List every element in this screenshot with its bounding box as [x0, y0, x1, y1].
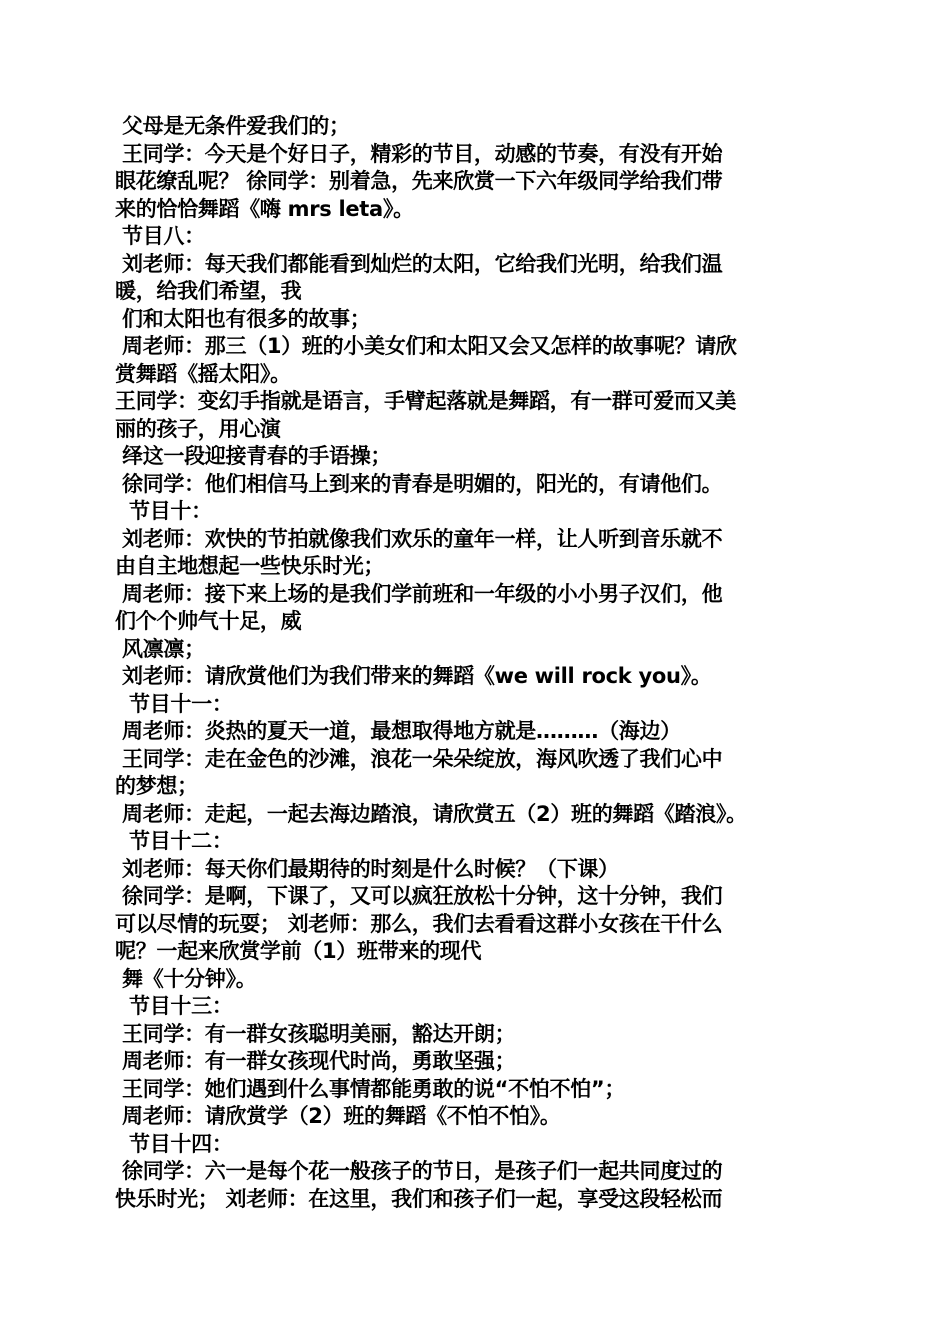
text-line: 暖，给我们希望，我 [115, 279, 302, 303]
script-text [115, 113, 850, 1213]
text-line: 父母是无条件爱我们的； [115, 114, 350, 138]
text-line: 舞《十分钟》。 [115, 966, 257, 991]
text-line: 徐同学：六一是每个花一般孩子的节日，是孩子们一起共同度过的 [115, 1159, 723, 1183]
text-line: 节目十二： [115, 829, 233, 853]
text-line: 徐同学：是啊，下课了，又可以疯狂放松十分钟，这十分钟，我们 [115, 884, 723, 908]
text-line: 周老师：炎热的夏天一道，最想取得地方就是………（海边） [115, 719, 681, 743]
text-line: 快乐时光； 刘老师：在这里，我们和孩子们一起，享受这段轻松而 [115, 1186, 723, 1211]
text-line: 王同学：变幻手指就是语言，手臂起落就是舞蹈，有一群可爱而又美 [115, 389, 736, 413]
text-line: 风凛凛； [115, 636, 205, 661]
text-line: 的梦想； [115, 774, 198, 798]
text-line: 呢？一起来欣赏学前（1）班带来的现代 [115, 939, 482, 963]
text-line: 节目十一： [115, 691, 233, 716]
text-line: 由自主地想起一些快乐时光； [115, 554, 385, 578]
text-line: 们和太阳也有很多的故事； [115, 306, 371, 331]
text-line: 绎这一段迎接青春的手语操； [115, 444, 392, 468]
text-line: 可以尽情的玩耍； 刘老师：那么，我们去看看这群小女孩在干什么 [115, 911, 723, 936]
text-line: 节目十： [115, 499, 212, 523]
text-line: 刘老师：每天你们最期待的时刻是什么时候？（下课） [115, 856, 619, 881]
text-line: 来的恰恰舞蹈《嗨 mrs leta》。 [115, 196, 414, 221]
text-line: 周老师：接下来上场的是我们学前班和一年级的小小男子汉们，他 [115, 581, 723, 606]
text-line: 王同学：有一群女孩聪明美丽，豁达开朗； [115, 1021, 516, 1046]
text-line: 王同学：她们遇到什么事情都能勇敢的说“不怕不怕”； [115, 1076, 626, 1101]
text-line: 们个个帅气十足，威 [115, 609, 302, 633]
text-line: 王同学：走在金色的沙滩，浪花一朵朵绽放，海风吹透了我们心中 [115, 746, 723, 771]
text-line: 节目十三： [115, 994, 233, 1018]
text-line: 徐同学：他们相信马上到来的青春是明媚的，阳光的，有请他们。 [115, 471, 723, 496]
text-line: 丽的孩子，用心演 [115, 416, 281, 441]
text-line: 周老师：有一群女孩现代时尚，勇敢坚强； [115, 1049, 516, 1073]
text-line: 赏舞蹈《摇太阳》。 [115, 361, 291, 386]
text-line: 刘老师：请欣赏他们为我们带来的舞蹈《we will rock you》。 [115, 664, 712, 688]
text-line: 周老师：那三（1）班的小美女们和太阳又会又怎样的故事呢？请欣 [115, 334, 737, 358]
text-line: 王同学：今天是个好日子，精彩的节目，动感的节奏，有没有开始 [115, 141, 723, 166]
text-line: 节目十四： [115, 1131, 233, 1156]
text-line: 周老师：请欣赏学（2）班的舞蹈《不怕不怕》。 [115, 1104, 561, 1128]
text-line: 周老师：走起，一起去海边踏浪，请欣赏五（2）班的舞蹈《踏浪》。 [115, 801, 747, 826]
text-line: 刘老师：每天我们都能看到灿烂的太阳，它给我们光明，给我们温 [115, 251, 723, 276]
text-line: 眼花缭乱呢？ 徐同学：别着急，先来欣赏一下六年级同学给我们带 [115, 169, 723, 193]
text-line: 刘老师：欢快的节拍就像我们欢乐的童年一样，让人听到音乐就不 [115, 526, 723, 551]
text-line: 节目八： [115, 224, 205, 248]
